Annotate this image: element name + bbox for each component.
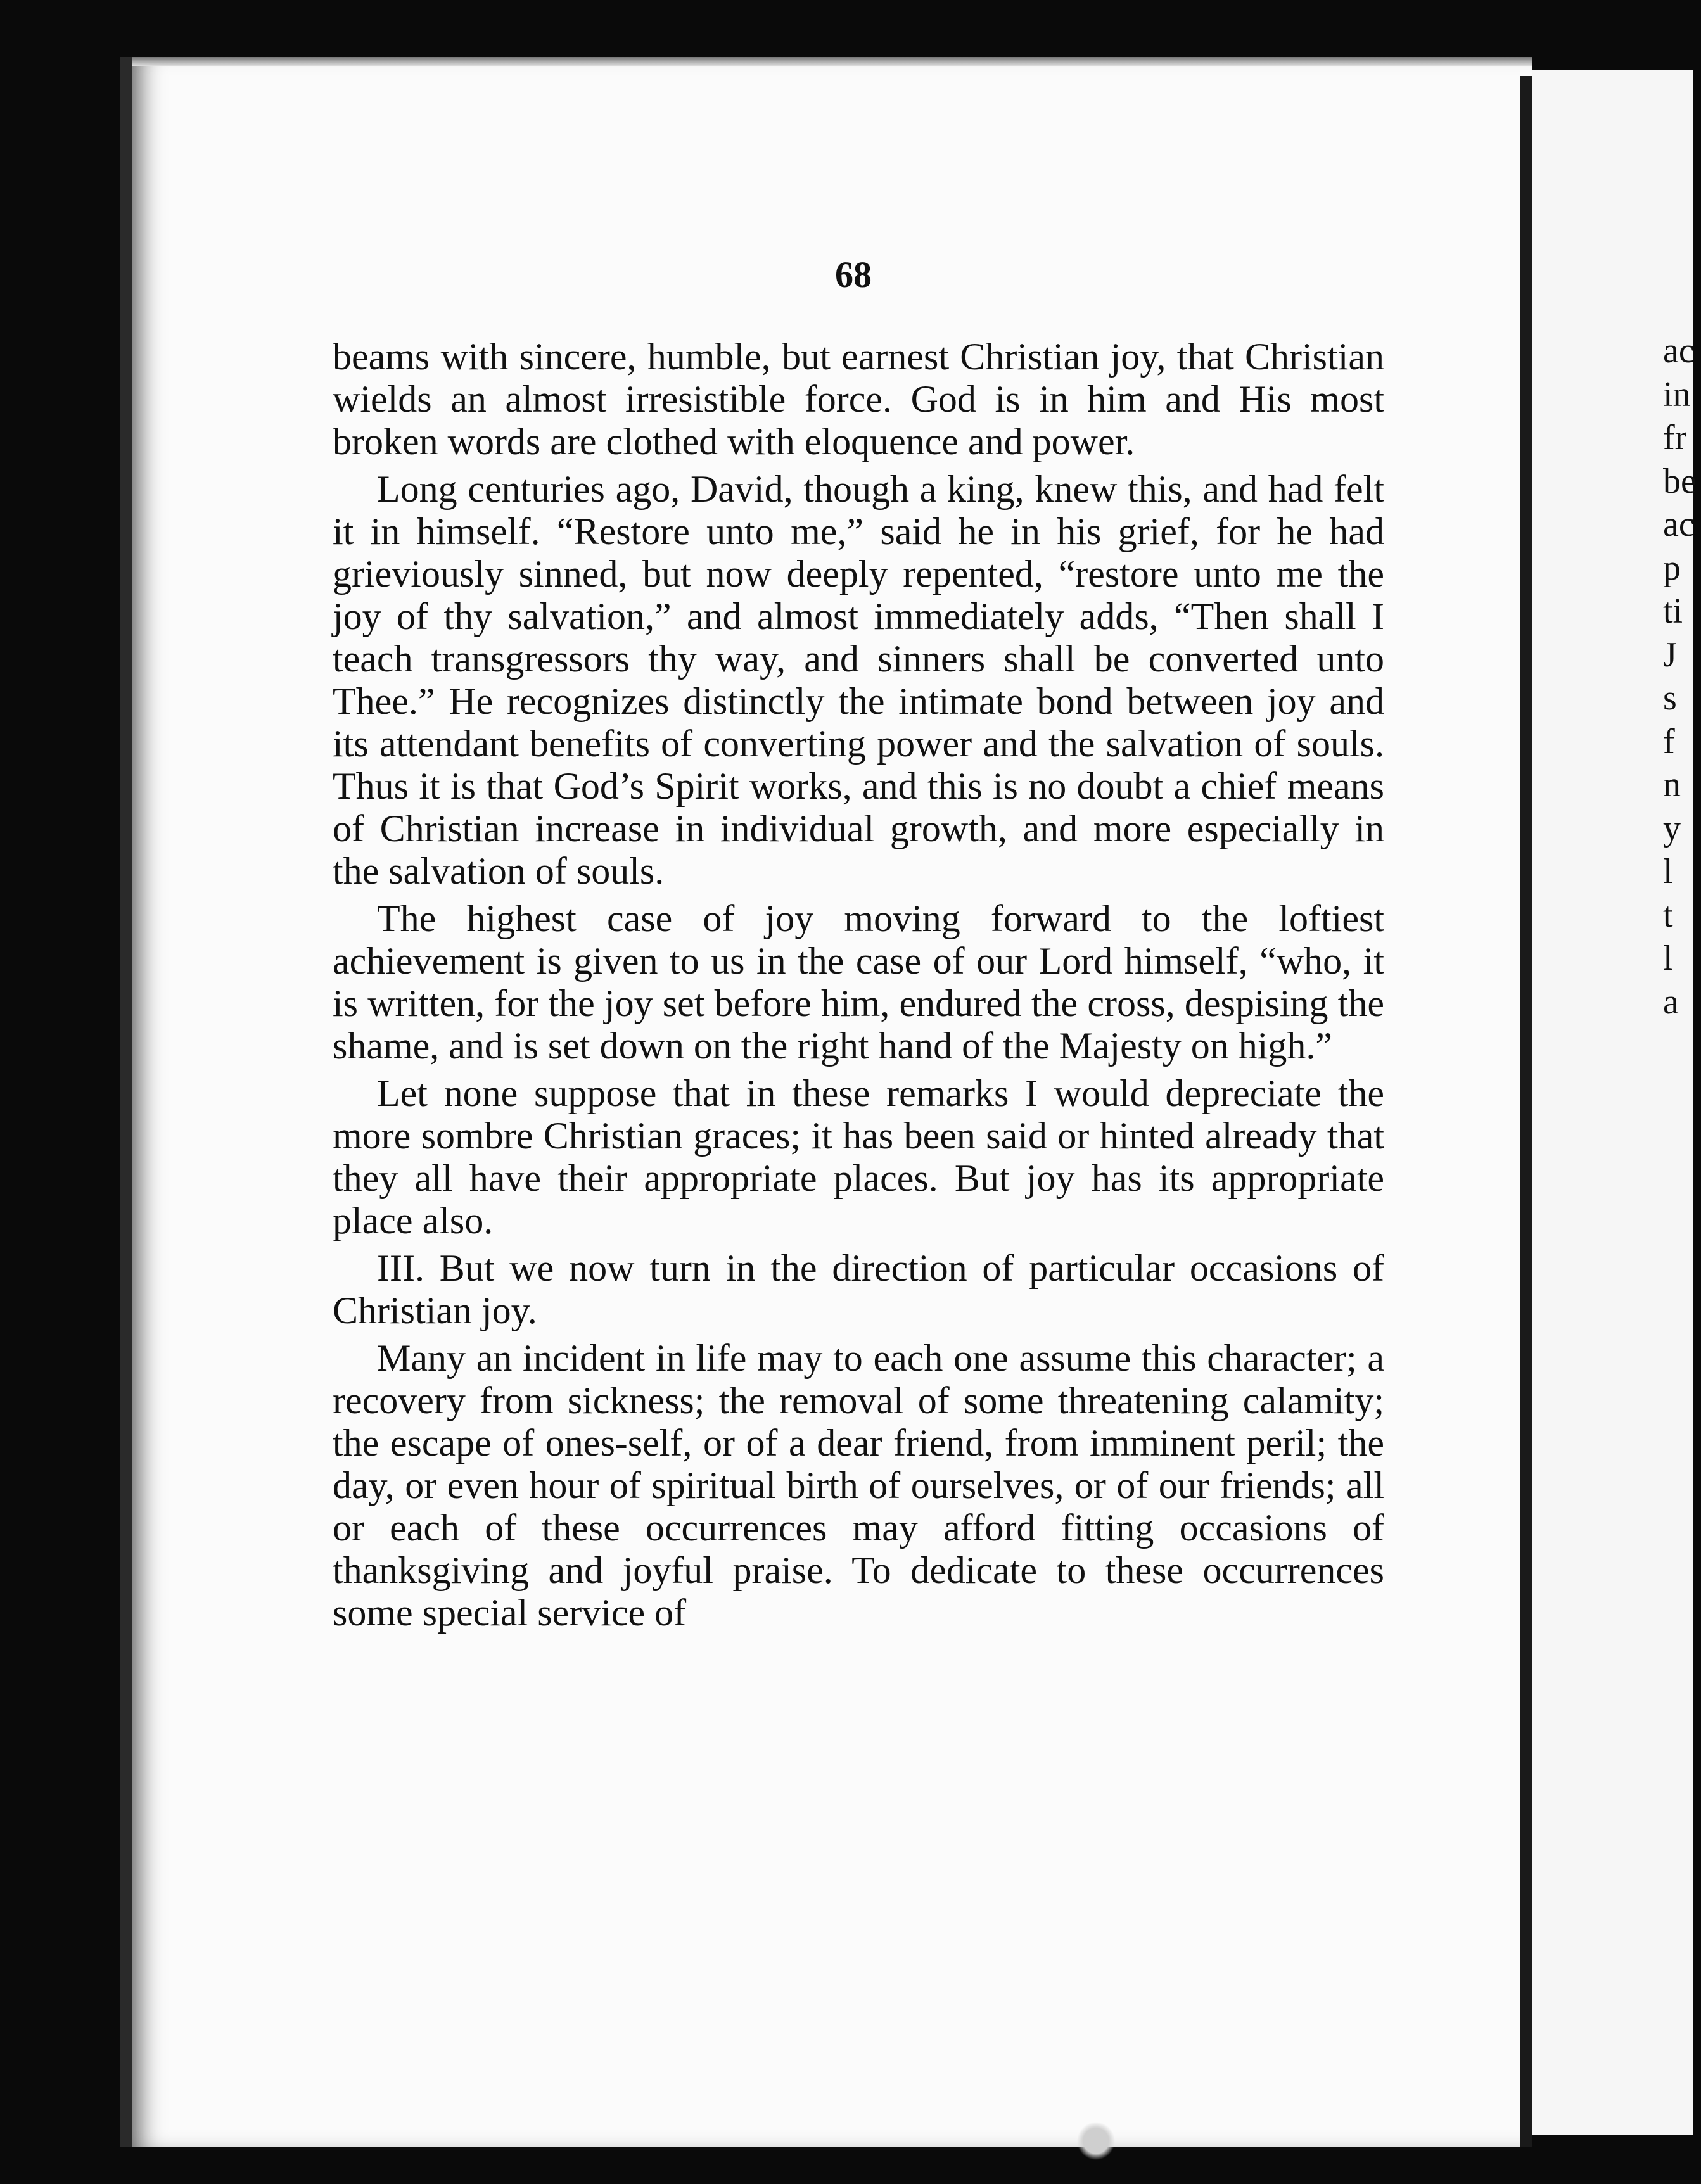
book-gutter	[1520, 76, 1532, 2147]
page-body-text	[333, 336, 1384, 1639]
paragraph: The highest case of joy moving forward to the loftiest achievement is given to us in the case of our Lord himself, “who, it is written, for the joy set before him, endured the cross, despising the shame, and is set down on the right hand of the Majesty on high.”	[333, 898, 1384, 1067]
facing-page-text-fragments: ac in fr be ac p ti J s f n y l t l a	[1663, 331, 1697, 1022]
paragraph: beams with sincere, humble, but earnest Christian joy, that Christian wields an almost irresistible force. God is in him and His most broken words are clothed with eloquence and power.	[333, 336, 1384, 462]
paragraph: Let none suppose that in these remarks I would depreciate the more sombre Christian graces; it has been said or hinted already that they all have their appropriate places. But joy has its appropriate place also.	[333, 1072, 1384, 1241]
binding-mark	[1077, 2116, 1115, 2166]
paragraph: Many an incident in life may to each one assume this character; a recovery from sickness; the removal of some threatening calamity; the escape of ones-self, or of a dear friend, from imminent peril; the day, or even hour of spiritual birth of ourselves, or of our friends; all or each of these occurrences may afford fitting occasions of thanksgiving and joyful praise. To dedicate to these occurrences some special service of	[333, 1337, 1384, 1634]
paragraph: Long centuries ago, David, though a king, knew this, and had felt it in himself. “Restore unto me,” said he in his grief, for he had grieviously sinned, but now deeply repented, “restore unto me the joy of thy salvation,” and almost immediately adds, “Then shall I teach transgressors thy way, and sinners shall be converted unto Thee.” He recognizes distinctly the intimate bond between joy and its attendant benefits of converting power and the salvation of souls. Thus it is that God’s Spirit works, and this is no doubt a chief means of Christian increase in individual growth, and more especially in the salvation of souls.	[333, 468, 1384, 892]
page-number: 68	[835, 254, 872, 295]
paragraph: III. But we now turn in the direction of particular occasions of Christian joy.	[333, 1247, 1384, 1331]
